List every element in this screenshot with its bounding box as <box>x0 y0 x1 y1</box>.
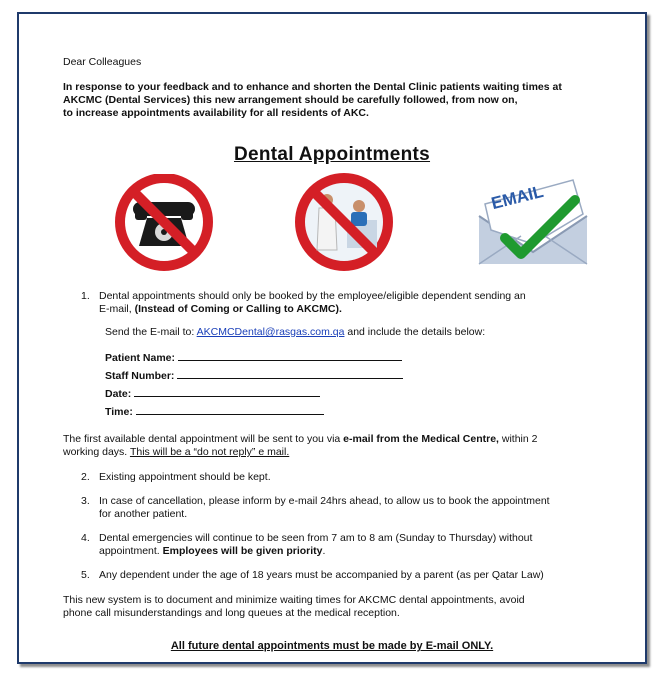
item-4-line-2 <box>99 545 325 558</box>
footer-notice: All future dental appointments must be made by E-mail ONLY. <box>170 640 494 652</box>
patient-name-label: Patient Name: <box>105 352 176 364</box>
item-3-line-2: for another patient. <box>99 508 188 520</box>
item-3-number: 3. <box>81 495 90 507</box>
first-available-bold: e-mail from the Medical Centre, <box>343 433 499 445</box>
patient-name-field <box>105 350 402 365</box>
item-5-number: 5. <box>81 569 90 581</box>
first-available-line-1 <box>63 433 538 446</box>
staff-number-line <box>177 368 403 379</box>
first-available-text-2: within 2 <box>498 433 538 445</box>
item-1-line-2-bold: (Instead of Coming or Calling to AKCMC). <box>134 303 342 315</box>
item-5 <box>81 569 544 582</box>
item-1-line-1: Dental appointments should only be booked by the employee/eligible dependent sending an <box>99 290 526 302</box>
dental-email-link[interactable]: AKCMCDental@rasgas.com.qa <box>196 326 345 338</box>
item-4-number: 4. <box>81 532 90 544</box>
date-line <box>134 386 320 397</box>
send-email-line <box>105 326 485 339</box>
item-1-line-2-text: E-mail, <box>99 303 135 315</box>
notice-frame <box>17 12 647 664</box>
staff-number-field <box>105 368 403 383</box>
closing-line-1: This new system is to document and minimize waiting times for AKCMC dental appointments, avoid <box>63 594 525 606</box>
date-label: Date: <box>105 388 132 400</box>
item-2 <box>81 471 271 484</box>
page-title: Dental Appointments <box>233 144 431 165</box>
send-prefix: Send the E-mail to: <box>105 326 197 338</box>
greeting: Dear Colleagues <box>63 56 142 68</box>
item-3-line-1: In case of cancellation, please inform by e-mail 24hrs ahead, to allow us to book the appointment <box>99 495 550 507</box>
patient-name-line <box>178 350 402 361</box>
item-2-number: 2. <box>81 471 90 483</box>
time-label: Time: <box>105 406 133 418</box>
item-3 <box>81 495 550 508</box>
send-suffix: and include the details below: <box>344 326 486 338</box>
item-5-text: Any dependent under the age of 18 years must be accompanied by a parent (as per Qatar Law) <box>99 569 544 581</box>
item-1-number: 1. <box>81 290 90 302</box>
item-4-text: appointment. <box>99 545 163 557</box>
closing-line-2: phone call misunderstandings and long queues at the medical reception. <box>63 607 400 619</box>
item-1 <box>81 290 526 303</box>
item-4-bold: Employees will be given priority <box>162 545 323 557</box>
item-4-line-1: Dental emergencies will continue to be seen from 7 am to 8 am (Sunday to Thursday) without <box>99 532 533 544</box>
first-available-line-2 <box>63 446 289 459</box>
item-4 <box>81 532 532 545</box>
no-phone-icon <box>109 174 219 274</box>
do-not-reply-note: This will be a “do not reply” e mail. <box>129 446 290 458</box>
item-4-end: . <box>322 545 326 557</box>
date-field <box>105 386 320 401</box>
time-field <box>105 404 324 419</box>
staff-number-label: Staff Number: <box>105 370 175 382</box>
email-icon <box>471 174 595 272</box>
email-label: EMAIL <box>489 181 546 214</box>
first-available-text: The first available dental appointment will be sent to you via <box>63 433 344 445</box>
item-1-line-2 <box>99 303 342 316</box>
no-walk-in-icon <box>289 172 399 276</box>
intro-line-3: to increase appointments availability for all residents of AKC. <box>63 107 369 119</box>
item-2-text: Existing appointment should be kept. <box>99 471 271 483</box>
working-days-text: working days. <box>63 446 130 458</box>
intro-line-2: AKCMC (Dental Services) this new arrangement should be carefully followed, from now on, <box>63 94 518 106</box>
intro-line-1: In response to your feedback and to enhance and shorten the Dental Clinic patients waiting times at <box>63 81 562 93</box>
time-line <box>136 404 324 415</box>
